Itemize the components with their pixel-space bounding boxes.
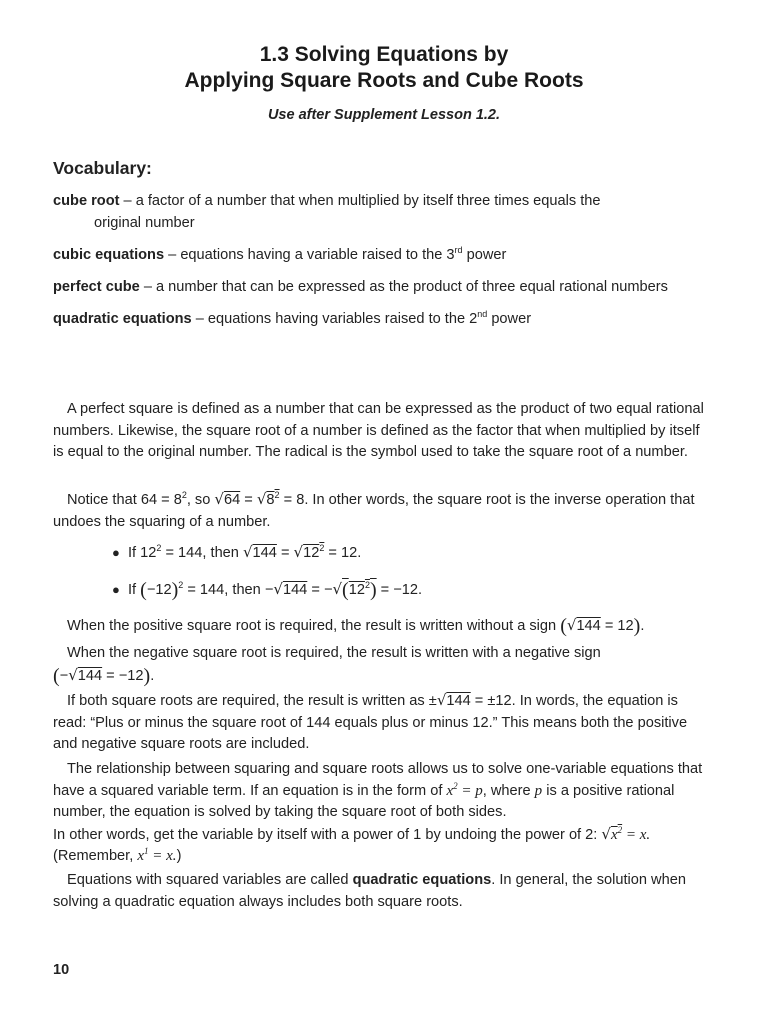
paragraph-text: (Remember, xyxy=(53,848,134,864)
math-expression: $-√144 = -√(12^2) = -12$. xyxy=(264,579,423,601)
superscript: nd xyxy=(477,309,488,320)
math-expression: (√144 = 12). xyxy=(560,615,645,637)
math-expression: $√144 = √12^2 = 12$. xyxy=(242,543,362,561)
title-line-1: 1.3 Solving Equations by xyxy=(259,43,509,66)
bullet-text: If xyxy=(128,545,137,561)
paragraph-positive-root xyxy=(53,615,713,638)
math-expression: $√64 = √8^2 = 8$ xyxy=(214,490,305,508)
paragraph-notice xyxy=(53,489,713,533)
page-title xyxy=(0,42,768,94)
title-line-2: Applying Square Roots and Cube Roots xyxy=(184,69,584,92)
paragraph-negative-root xyxy=(53,643,713,687)
paragraph-text: A perfect square is defined as a number that can be expressed as the product of two equal rational numbers. Likewise, the square root of a number is defined as the factor that when multiplied by itself is equal to the original number. The radical is the symbol used to take the square root of a number. xyxy=(53,401,704,460)
bullet-text: , then xyxy=(224,582,261,598)
bullet-text: If xyxy=(128,582,137,598)
vocab-definition-cont: original number xyxy=(94,215,195,231)
vocab-definition: – equations having variables raised to the 2 xyxy=(191,311,478,327)
vocab-definition: – equations having a variable raised to the 3 xyxy=(164,247,455,263)
math-expression: $x^1 = x$. xyxy=(137,846,177,864)
math-expression: $x^2 = p$ xyxy=(446,780,483,799)
vocab-definition-end: power xyxy=(487,311,532,327)
bullet-positive-example: ● If $12^2 = 144$, then $√144 = √12^2 = 12$. xyxy=(112,543,362,561)
vocab-definition: – a number that can be expressed as the product of three equal rational numbers xyxy=(139,279,668,295)
paragraph-perfect-square xyxy=(53,399,713,464)
bold-term: quadratic equations xyxy=(352,872,492,888)
math-expression: $(-12)^2 = 144$ xyxy=(140,579,225,601)
vocab-term: quadratic equations xyxy=(53,311,192,327)
paragraph-text: When the negative square root is required, the result is written with a negative sign xyxy=(67,645,601,661)
vocab-definition-end: power xyxy=(462,247,507,263)
math-expression: $√x^2 = x$. xyxy=(601,824,651,843)
math-expression: ±√144 = ±12 xyxy=(428,691,512,709)
vocabulary-heading: Vocabulary: xyxy=(53,158,152,178)
paragraph-text: If both square roots are required, the result is written as xyxy=(67,693,425,709)
paragraph-text: Notice that xyxy=(67,492,137,508)
paragraph-text: In other words, get the variable by itself with a power of 1 by undoing the power of 2: xyxy=(53,826,598,843)
vocab-cubic-equations xyxy=(53,244,723,266)
paragraph-quadratic xyxy=(53,870,713,913)
paragraph-text: , so xyxy=(186,492,211,508)
math-variable: p xyxy=(534,782,543,799)
math-expression: $12^2 = 144$ xyxy=(140,543,203,561)
vocab-quadratic-equations xyxy=(53,308,723,330)
vocab-term: cube root xyxy=(53,193,120,209)
bullet-text: , then xyxy=(202,545,239,561)
page-number: 10 xyxy=(53,962,70,978)
subtitle: Use after Supplement Lesson 1.2. xyxy=(267,107,501,123)
vocab-term: perfect cube xyxy=(53,279,140,295)
vocab-cube-root xyxy=(53,190,723,234)
paragraph-text: , where xyxy=(482,782,531,799)
paragraph-text: When the positive square root is required, the result is written without a sign xyxy=(67,618,557,634)
superscript: rd xyxy=(454,245,463,256)
vocab-definition: – a factor of a number that when multiplied by itself three times equals the xyxy=(119,193,601,209)
bullet-negative-example: ● If $(-12)^2 = 144$, then $-√144 = -√(12^2) = -12$. xyxy=(112,579,423,601)
paragraph-text: . In words, the equation is read: “Plus or minus the square root of 144 equals plus or minus 12.” This means both the positive and negative square roots are included. xyxy=(53,693,688,752)
paragraph-both-roots xyxy=(53,690,713,756)
paragraph-text: . In other words, the square root is the inverse operation that undoes the squaring of a number. xyxy=(53,492,695,530)
vocab-term: cubic equations xyxy=(53,247,165,263)
paragraph-relationship: The relationship between squaring and square roots allows us to solve one-variable equations that have a squared variable term. If an equation is in the form of $x^2 = p$, where p is a positive rational number, the equation is solved by taking the square root of both sides. In other words, get the variable by itself with a power of 1 by undoing the power of 2: $√x^2 = x$. (Remember, $x^1 = x$.) xyxy=(53,761,703,864)
paragraph-text: The relationship between squaring and square roots allows us to solve one-variable equations that have a squared variable term. If an equation is in the form of xyxy=(53,761,703,799)
math-expression: $64 = 8^2$ xyxy=(140,490,187,508)
paragraph-text: . In general, the solution when solving a quadratic equation always includes both square roots. xyxy=(53,872,686,910)
paragraph-text: Equations with squared variables are called xyxy=(67,872,349,888)
vocab-perfect-cube xyxy=(53,276,723,298)
paragraph-text: is a positive rational number, the equation is solved by taking the square root of both sides. xyxy=(53,782,675,820)
math-expression: (−√144 = −12). xyxy=(53,664,155,687)
